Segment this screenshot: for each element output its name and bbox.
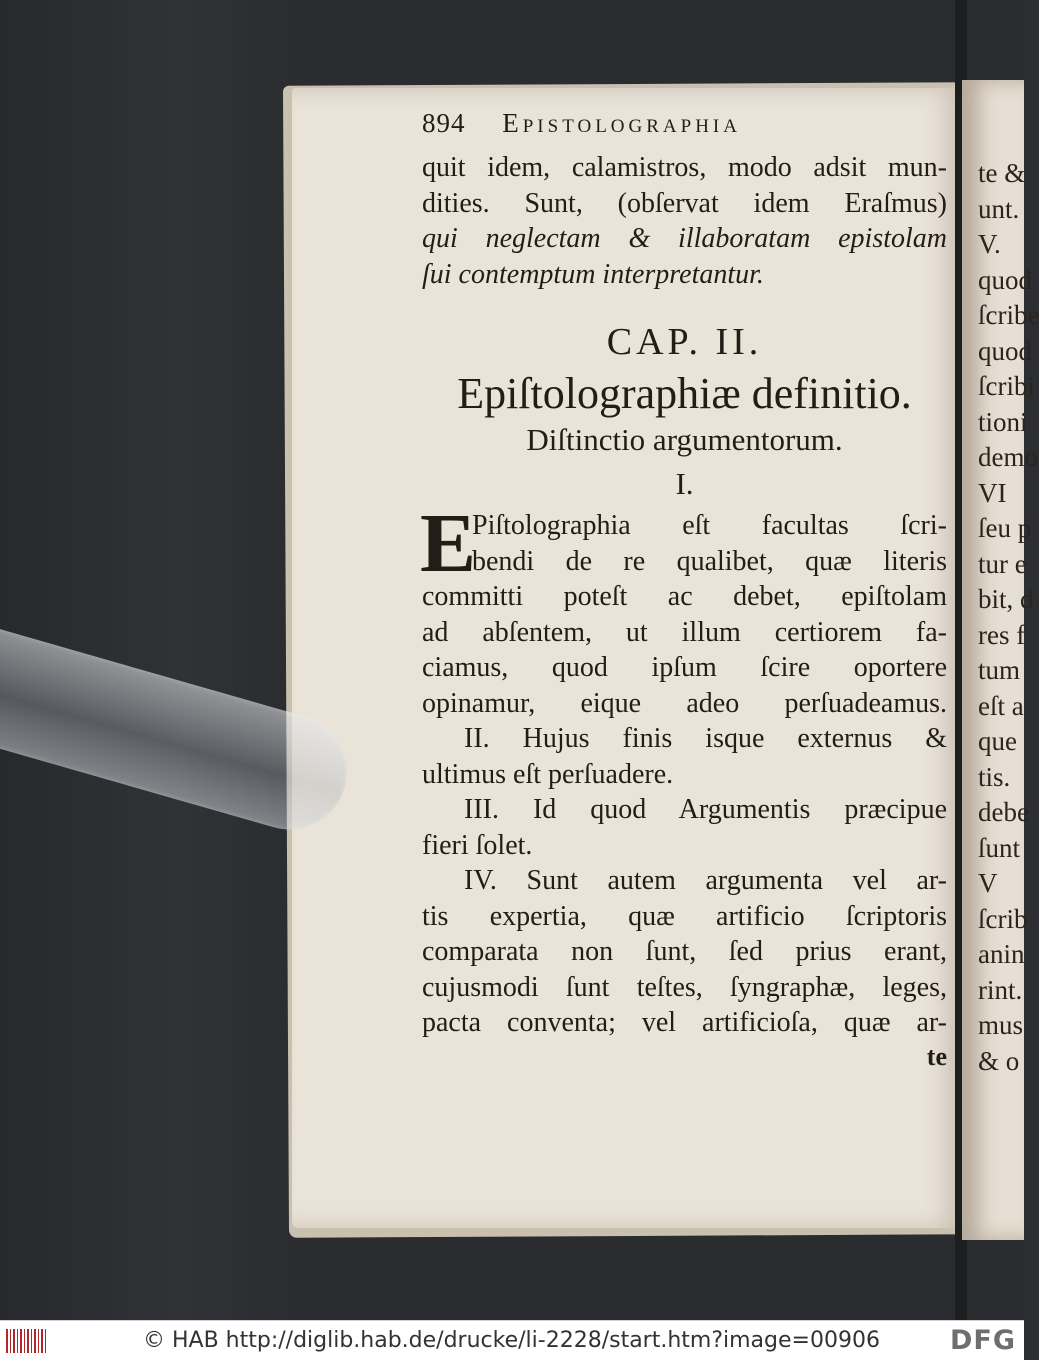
- text-line: committi poteſt ac debet, epiſtolam: [422, 581, 947, 612]
- facing-page-line: mus: [978, 1010, 1024, 1040]
- facing-page-line: V: [978, 868, 998, 898]
- facing-page-line: & o: [978, 1045, 1020, 1076]
- text-line: III. Id quod Argumentis præcipue: [464, 794, 947, 825]
- facing-page-line: unt.: [978, 193, 1020, 224]
- text-line: ciamus, quod ipſum ſcire oportere: [422, 652, 947, 683]
- facing-page-line: demo: [978, 442, 1038, 472]
- text-line: comparata non ſunt, ſed prius erant,: [422, 936, 947, 967]
- dfg-logo: DFG: [949, 1325, 1016, 1356]
- drop-capital: E: [420, 497, 477, 590]
- facing-page-line: res f: [978, 619, 1026, 650]
- facing-page-line: eſt a: [978, 690, 1024, 721]
- text-line: tis expertia, quæ artificio ſcriptoris: [422, 900, 947, 932]
- facing-page-line: VI: [978, 477, 1007, 508]
- text-line: cujusmodi ſunt teſtes, ſyngraphæ, leges,: [422, 971, 947, 1003]
- facing-page-line: tis.: [978, 761, 1011, 792]
- text-line: dities. Sunt, (obſervat idem Eraſmus): [422, 187, 947, 219]
- facing-page-line: quod: [978, 264, 1032, 295]
- text-line: IV. Sunt autem argumenta vel ar-: [464, 865, 947, 896]
- running-header: [422, 108, 947, 150]
- paragraph-2: [422, 721, 947, 792]
- section-numeral: I.: [675, 466, 694, 501]
- facing-page-line: te &: [978, 158, 1026, 188]
- facing-page-line: ſunt: [978, 832, 1021, 863]
- chapter-label: CAP. II.: [606, 321, 763, 363]
- barcode-icon: [6, 1329, 46, 1353]
- facing-page-line: ſcribe: [978, 300, 1039, 330]
- text-line: ultimus eſt perſuadere.: [422, 758, 674, 790]
- text-line: fieri ſolet.: [422, 829, 533, 861]
- facing-page-line: quod: [978, 335, 1032, 366]
- text-line: ad abſentem, ut illum certiorem fa-: [422, 616, 947, 648]
- viewer-footer: [0, 1320, 1024, 1360]
- facing-page-line: ſeu p: [978, 513, 1032, 543]
- running-head-title: Epistolographia: [502, 108, 741, 138]
- text-line: opinamur, eique adeo perſuadeamus.: [422, 687, 947, 719]
- chapter-heading: Epiſtolographiæ definitio.: [457, 369, 912, 418]
- chapter-subheading: Diſtinctio argumentorum.: [526, 422, 843, 457]
- facing-page-text: [978, 156, 1039, 1079]
- text-line: pacta conventa; vel artificioſa, quæ ar-: [422, 1007, 947, 1038]
- text-line: Piſtolographia eſt facultas ſcri-: [472, 510, 947, 541]
- page-number: 894: [422, 108, 466, 138]
- copyright-link[interactable]: © HAB http://diglib.hab.de/drucke/li-2228/start.htm?image=00906: [143, 1328, 880, 1353]
- text-line: bendi de re qualibet, quæ literis: [472, 545, 947, 577]
- paragraph-3: [422, 792, 947, 863]
- facing-page-line: que: [978, 726, 1017, 756]
- text-line: ſui contemptum interpretantur.: [422, 258, 764, 290]
- paragraph-4: [422, 863, 947, 1041]
- catchword: te: [926, 1041, 947, 1071]
- facing-page-line: tur e: [978, 548, 1027, 579]
- facing-page-line: anin: [978, 939, 1025, 969]
- facing-page-line: debe: [978, 797, 1029, 827]
- facing-page-line: ſcrib: [978, 903, 1028, 934]
- paragraph-1: [420, 497, 947, 721]
- facing-page-line: V.: [978, 229, 1001, 259]
- text-line: quit idem, calamistros, modo adsit mun-: [422, 152, 947, 183]
- facing-page-line: ſcribi: [978, 371, 1035, 401]
- facing-page-line: rint.: [978, 974, 1023, 1005]
- text-line: II. Hujus finis isque externus &: [464, 723, 947, 754]
- facing-page-line: bit, d: [978, 584, 1034, 614]
- text-line: qui neglectam & illaboratam epistolam: [422, 223, 947, 254]
- facing-page-line: tum: [978, 655, 1021, 685]
- page-text: [422, 108, 947, 1073]
- facing-page-line: tioni: [978, 406, 1028, 437]
